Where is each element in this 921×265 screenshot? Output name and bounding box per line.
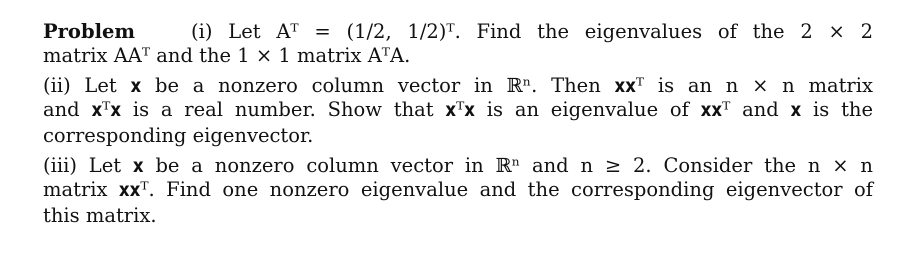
problem-line-6 — [43, 154, 873, 178]
problem-text-line: (i) Let Aᵀ = (1/2, 1/2)ᵀ. Find the eigenvalues of the 2 × 2 — [191, 20, 873, 43]
problem-title: Problem — [43, 20, 136, 43]
problem-text-line: matrix AAᵀ and the 1 × 1 matrix AᵀA. — [43, 44, 411, 67]
problem-text-line: matrix 𝐱𝐱ᵀ. Find one nonzero eigenvalue and the corresponding eigenvector of — [43, 178, 873, 201]
problem-text-line: corresponding eigenvector. — [43, 124, 314, 147]
problem-text-line: and 𝐱ᵀ𝐱 is a real number. Show that 𝐱ᵀ𝐱 is an eigenvalue of 𝐱𝐱ᵀ and 𝐱 is the — [43, 98, 873, 121]
problem-text-line: (iii) Let 𝐱 be a nonzero column vector in ℝⁿ and n ≥ 2. Consider the n × n — [43, 154, 873, 177]
problem-line-1 — [43, 20, 873, 44]
problem-text-line: (ii) Let 𝐱 be a nonzero column vector in ℝⁿ. Then 𝐱𝐱ᵀ is an n × n matrix — [43, 74, 873, 97]
problem-line-7 — [43, 178, 873, 202]
problem-line-5 — [43, 124, 873, 148]
problem-line-4 — [43, 98, 873, 122]
problem-text-line: this matrix. — [43, 204, 157, 227]
problem-line-3 — [43, 74, 873, 98]
problem-line-2 — [43, 44, 873, 68]
problem-line-8 — [43, 204, 873, 228]
